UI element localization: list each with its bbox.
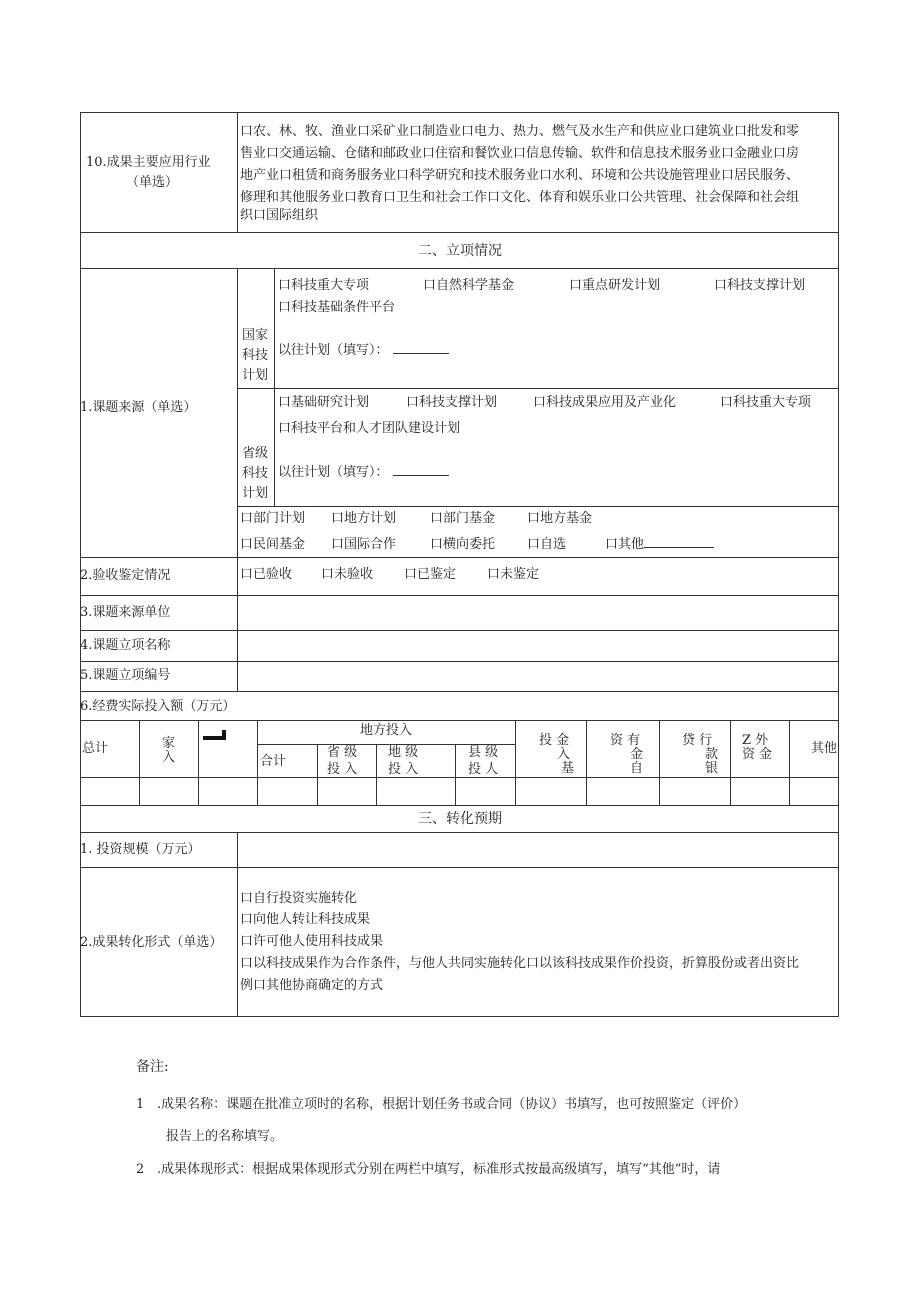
transform-form-label: 2.成果转化形式（单选） [80, 935, 223, 950]
funding-local-total-input[interactable] [258, 778, 317, 804]
table-border-top [80, 112, 839, 113]
funding-county-header: 县 级 [468, 745, 499, 760]
ink-mark [222, 730, 226, 740]
funding-city-input[interactable] [377, 778, 455, 804]
source-option[interactable]: 口地方计划 [331, 511, 397, 526]
source-label: 1.课题来源（单选） [80, 400, 197, 415]
industry-sub-label: （单选） [126, 175, 179, 190]
industry-label: 10.成果主要应用行业 [86, 155, 211, 170]
project-name-input[interactable] [238, 631, 838, 660]
industry-options-line[interactable]: 口农、林、牧、渔业口采矿业口制造业口电力、热力、燃气及水生产和供应业口建筑业口批发和零 [240, 124, 800, 139]
source-option[interactable]: 口自选 [527, 537, 567, 552]
national-option[interactable]: 口科技重大专项 [278, 278, 370, 293]
funding-other-header: 其他 [811, 741, 838, 756]
funding-fund-header: 投 金 [539, 733, 570, 748]
row-line [80, 691, 839, 692]
invest-scale-label: 1. 投资规模（万元） [80, 842, 201, 857]
transform-option[interactable]: 口自行投资实施转化 [240, 891, 358, 906]
source-unit-input[interactable] [238, 596, 838, 629]
funding-foreign-header: 资 金 [742, 747, 773, 762]
provincial-option[interactable]: 口科技平台和人才团队建设计划 [278, 421, 461, 436]
row-line [237, 388, 839, 389]
funding-foreign-header: Z 外 [742, 733, 769, 748]
source-option[interactable]: 口横向委托 [430, 537, 496, 552]
national-option[interactable]: 口科技基础条件平台 [278, 300, 396, 315]
funding-fund-header: 入 [557, 747, 571, 762]
national-option[interactable]: 口科技支撑计划 [714, 278, 806, 293]
acceptance-option[interactable]: 口未鉴定 [487, 567, 540, 582]
provincial-past-input[interactable] [393, 463, 449, 476]
col-line [198, 720, 199, 805]
funding-self-header: 资 有 [610, 733, 641, 748]
funding-other-input[interactable] [790, 778, 838, 804]
national-plan-label: 国家科技计划 [241, 328, 268, 383]
provincial-option[interactable]: 口科技重大专项 [720, 395, 812, 410]
note-number: 2 [136, 1162, 145, 1177]
funding-label: 6.经费实际投入额（万元） [80, 699, 236, 714]
row-line [80, 232, 839, 233]
provincial-past-plan [278, 463, 449, 483]
invest-scale-input[interactable] [238, 833, 838, 866]
note-text: .成果体现形式：根据成果体现形式分别在两栏中填写，标准形式按最高级填写，填写“其他”时，请 [157, 1162, 721, 1177]
source-option[interactable]: 口地方基金 [527, 511, 593, 526]
national-past-plan [278, 341, 449, 361]
funding-self-header: 自 [630, 761, 644, 776]
row-line [80, 867, 839, 868]
project-number-label: 5.课题立项编号 [80, 668, 171, 683]
provincial-option[interactable]: 口科技成果应用及产业化 [533, 395, 677, 410]
funding-self-input[interactable] [587, 778, 659, 804]
funding-provincial-input[interactable] [318, 778, 376, 804]
transform-option[interactable]: 例口其他协商确定的方式 [240, 978, 384, 993]
funding-total-input[interactable] [81, 778, 139, 804]
project-number-input[interactable] [238, 662, 838, 690]
funding-fund-input[interactable] [516, 778, 586, 804]
table-border-bottom [80, 1016, 839, 1017]
source-option[interactable]: 口国际合作 [331, 537, 397, 552]
funding-fund-header: 基 [561, 761, 575, 776]
funding-county-input[interactable] [456, 778, 515, 804]
section-title-transform: 三、转化预期 [418, 811, 502, 827]
acceptance-option[interactable]: 口未验收 [321, 567, 374, 582]
transform-option[interactable]: 口许可他人使用科技成果 [240, 934, 384, 949]
national-option[interactable]: 口重点研发计划 [569, 278, 661, 293]
funding-loan-header: 贷 行 [682, 733, 713, 748]
funding-city-header: 地 级 [388, 745, 419, 760]
provincial-option[interactable]: 口基础研究计划 [278, 395, 370, 410]
acceptance-option[interactable]: 口已验收 [240, 567, 293, 582]
national-past-input[interactable] [393, 341, 449, 354]
funding-loan-header: 款 [705, 747, 719, 762]
funding-provincial-header: 投 入 [327, 762, 358, 777]
funding-county-header: 投 人 [468, 762, 499, 777]
acceptance-label: 2.验收鉴定情况 [80, 568, 171, 583]
national-option[interactable]: 口自然科学基金 [423, 278, 515, 293]
industry-options-line[interactable]: 售业口交通运输、仓储和邮政业口住宿和餐饮业口信息传输、软件和信息技术服务业口金融业口房 [240, 146, 800, 161]
row-line [80, 805, 839, 806]
source-other-input[interactable] [644, 535, 714, 548]
col-line [274, 268, 275, 506]
funding-total-header: 总计 [82, 741, 109, 756]
row-line [237, 506, 839, 507]
funding-national-header: 家 [162, 736, 176, 751]
provincial-option[interactable]: 口科技支撑计划 [406, 395, 498, 410]
note-number: 1 [136, 1097, 145, 1112]
funding-national-input[interactable] [140, 778, 198, 804]
transform-option[interactable]: 口以科技成果作为合作条件，与他人共同实施转化口以该科技成果作价投资，折算股份或者出资比 [240, 956, 800, 971]
funding-loan-header: 银 [705, 761, 719, 776]
funding-loan-input[interactable] [660, 778, 730, 804]
provincial-past-label: 以往计划（填写）： [278, 465, 389, 480]
national-past-label: 以往计划（填写）： [278, 343, 389, 358]
notes-title: 备注: [136, 1059, 169, 1075]
section-title-approval: 二、立项情况 [418, 243, 502, 259]
row-line [80, 268, 839, 269]
funding-local-total: 合计 [260, 754, 287, 769]
note-text: .成果名称：课题在批准立项时的名称，根据计划任务书或合同（协议）书填写，也可按照鉴定（评价） [157, 1097, 747, 1112]
funding-local-header: 地方投入 [359, 723, 412, 738]
funding-provincial-header: 省 级 [327, 745, 358, 760]
industry-options-line[interactable]: 修理和其他服务业口教育口卫生和社会工作口文化、体育和娱乐业口公共管理、社会保障和社会组 [240, 190, 800, 205]
funding-self-header: 金 [630, 747, 644, 762]
funding-foreign-input[interactable] [731, 778, 789, 804]
acceptance-option[interactable]: 口已鉴定 [404, 567, 457, 582]
row-line [80, 557, 839, 558]
transform-option[interactable]: 口向他人转让科技成果 [240, 912, 371, 927]
note-text-continued: 报告上的名称填写。 [166, 1129, 284, 1144]
source-unit-label: 3.课题来源单位 [80, 605, 171, 620]
provincial-plan-label: 省级科技计划 [241, 446, 268, 501]
project-name-label: 4.课题立项名称 [80, 638, 171, 653]
industry-options-line[interactable]: 地产业口租赁和商务服务业口科学研究和技术服务业口水利、环境和公共设施管理业口居民服务、 [240, 168, 800, 183]
col-line [237, 112, 238, 232]
industry-options-line[interactable]: 织口国际组织 [240, 208, 319, 223]
funding-national-header: 入 [162, 750, 176, 765]
source-option[interactable]: 口部门计划 [240, 511, 306, 526]
source-option-other[interactable] [605, 535, 714, 555]
source-other-label: 口其他 [605, 537, 645, 552]
source-option[interactable]: 口部门基金 [430, 511, 496, 526]
funding-city-header: 投 入 [388, 762, 419, 777]
source-option[interactable]: 口民间基金 [240, 537, 306, 552]
